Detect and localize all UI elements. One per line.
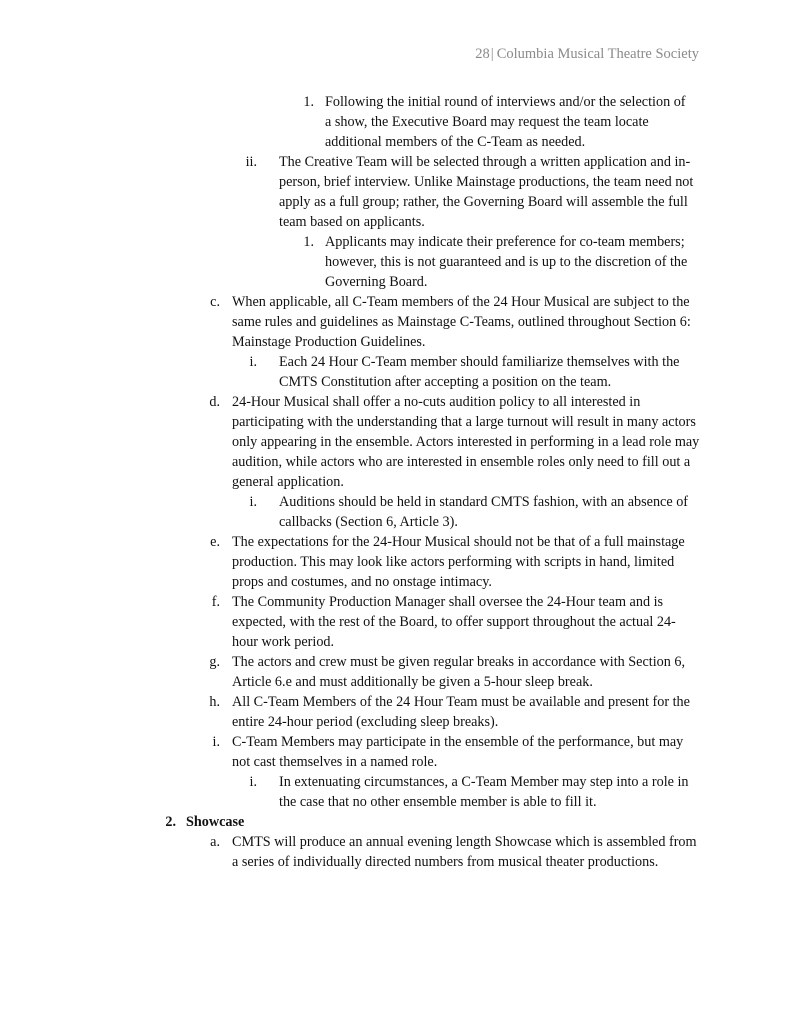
list-item-text: Following the initial round of interviews and/or the selection of a show, the Executive Board may request the team locate additional members of the C-Team as needed. xyxy=(325,94,686,150)
list-item xyxy=(0,832,700,872)
list-marker: h. xyxy=(209,694,220,710)
list-item-text: Auditions should be held in standard CMTS fashion, with an absence of callbacks (Section 6, Article 3). xyxy=(279,494,689,530)
list-marker: d. xyxy=(209,394,220,410)
list-item xyxy=(0,392,700,492)
list-marker: i. xyxy=(249,354,257,370)
list-item-text: In extenuating circumstances, a C-Team Member may step into a role in the case that no other ensemble member is able to fill it. xyxy=(279,774,689,810)
list-item-text: The expectations for the 24-Hour Musical should not be that of a full mainstage production. This may look like actors performing with scripts in hand, limited props and costumes, and no onstage intimacy. xyxy=(232,534,685,590)
list-marker: 1. xyxy=(303,234,314,250)
list-marker: g. xyxy=(209,654,220,670)
list-marker: i. xyxy=(212,734,220,750)
list-marker: f. xyxy=(211,594,220,610)
list-item-text: The Creative Team will be selected through a written application and in-person, brief interview. Unlike Mainstage productions, the team need not apply as a full group; rather, the Governing Board will assemble the full team based on applicants. xyxy=(279,154,694,230)
page-header xyxy=(475,46,699,63)
list-item xyxy=(0,592,700,652)
list-marker: ii. xyxy=(245,154,257,170)
list-item-text: All C-Team Members of the 24 Hour Team must be available and present for the entire 24-hour period (excluding sleep breaks). xyxy=(232,694,690,730)
list-item xyxy=(0,772,699,812)
section-heading xyxy=(0,812,696,832)
list-item xyxy=(0,352,699,392)
list-item xyxy=(0,732,700,772)
list-item xyxy=(0,652,700,692)
list-item xyxy=(0,692,700,732)
list-marker: c. xyxy=(210,294,220,310)
list-marker: i. xyxy=(249,494,257,510)
list-marker: i. xyxy=(249,774,257,790)
list-item-text: CMTS will produce an annual evening length Showcase which is assembled from a series of individually directed numbers from musical theater productions. xyxy=(232,834,697,870)
document-title: Columbia Musical Theatre Society xyxy=(496,46,699,62)
list-item-text: C-Team Members may participate in the ensemble of the performance, but may not cast themselves in a named role. xyxy=(232,734,684,770)
list-item-text: Applicants may indicate their preference for co-team members; however, this is not guaranteed and is up to the discretion of the Governing Board. xyxy=(325,234,688,290)
list-item xyxy=(0,532,700,592)
list-item xyxy=(0,492,699,532)
list-item-text: 24-Hour Musical shall offer a no-cuts audition policy to all interested in participating with the understanding that a large turnout will result in many actors only appearing in the ensemble. Actors interested in performing in a lead role may audition, while actors who are interested in ensemble roles only need to fill out a general application. xyxy=(232,394,700,490)
page-number: 28 xyxy=(475,46,490,62)
section-title: Showcase xyxy=(186,814,245,830)
document-body xyxy=(0,92,791,872)
list-item xyxy=(0,292,700,352)
list-item xyxy=(0,92,695,152)
list-item xyxy=(0,152,699,232)
list-item xyxy=(0,232,695,292)
section-number: 2. xyxy=(165,814,176,830)
list-item-text: When applicable, all C-Team members of the 24 Hour Musical are subject to the same rules and guidelines as Mainstage C-Teams, outlined throughout Section 6: Mainstage Production Guidelines. xyxy=(232,294,691,350)
list-item-text: The Community Production Manager shall oversee the 24-Hour team and is expected, with the rest of the Board, to offer support throughout the actual 24-hour work period. xyxy=(232,594,676,650)
header-separator: | xyxy=(490,46,494,62)
list-marker: 1. xyxy=(303,94,314,110)
list-item-text: Each 24 Hour C-Team member should familiarize themselves with the CMTS Constitution after accepting a position on the team. xyxy=(279,354,680,390)
list-item-text: The actors and crew must be given regular breaks in accordance with Section 6, Article 6.e and must additionally be given a 5-hour sleep break. xyxy=(232,654,686,690)
list-marker: e. xyxy=(210,534,220,550)
list-marker: a. xyxy=(210,834,220,850)
